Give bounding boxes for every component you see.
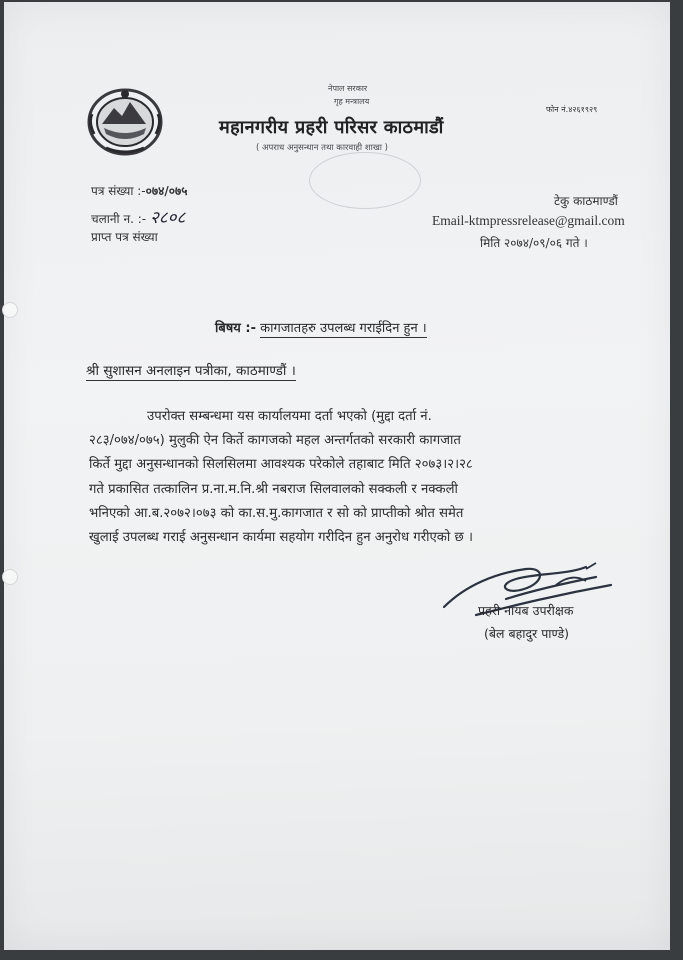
govt-label: नेपाल सरकार bbox=[328, 84, 368, 93]
ministry-label: गृह मन्त्रालय bbox=[334, 97, 370, 106]
received-letter-number-label: प्राप्त पत्र संख्या bbox=[91, 230, 158, 244]
dispatch-handwritten-value: २८०८ bbox=[149, 208, 186, 228]
body-line-3: किर्ते मुद्दा अनुसन्धानको सिलसिलमा आवश्यक परेकोले तहाबाट मिति २०७३।२।२८ bbox=[89, 457, 473, 472]
date: मिति २०७४/०९/०६ गते । bbox=[480, 236, 588, 250]
division-label: ( अपराध अनुसन्धान तथा कारवाही शाखा ) bbox=[256, 143, 388, 153]
letter-page bbox=[4, 2, 670, 950]
subject-line bbox=[215, 318, 427, 336]
nepal-police-emblem-icon bbox=[84, 84, 166, 158]
addressee bbox=[86, 361, 296, 379]
subject-label: बिषय :- bbox=[215, 321, 256, 336]
subject-text: कागजातहरु उपलब्ध गराईदिन हुन । bbox=[260, 321, 427, 336]
punch-hole-top bbox=[2, 302, 18, 318]
office-title: महानगरीय प्रहरी परिसर काठमाडौं bbox=[219, 117, 444, 138]
body-line-5: भनिएको आ.ब.२०७२।०७३ को का.स.मु.कागजात र सो को प्राप्तीको श्रोत समेत bbox=[89, 506, 464, 521]
letter-number-value: ०७४/०७५ bbox=[145, 184, 188, 198]
dispatch-number bbox=[91, 205, 185, 228]
body-line-2: २८३/०७४/०७५) मुलुकी ऐन किर्ते कागजको महल अन्तर्गतको सरकारी कागजात bbox=[89, 433, 461, 448]
faint-stamp bbox=[309, 152, 421, 209]
phone-number: फोन नं.४२६१९२९ bbox=[546, 105, 598, 114]
body-line-1: उपरोक्त सम्बन्धमा यस कार्यालयमा दर्ता भएको (मुद्दा दर्ता नं. bbox=[147, 409, 432, 424]
dispatch-label: चलानी न. :- bbox=[91, 212, 147, 226]
location: टेकु काठमाण्डौं bbox=[554, 194, 618, 208]
body-line-4: गते प्रकासित तत्कालिन प्र.ना.म.नि.श्री नबराज सिलवालको सक्कली र नक्कली bbox=[89, 482, 458, 497]
letter-number bbox=[91, 182, 187, 199]
signatory-role: प्रहरी नायब उपरीक्षक bbox=[478, 603, 574, 618]
addressee-text: श्री सुशासन अनलाइन पत्रीका, काठमाण्डौं । bbox=[86, 363, 296, 379]
signatory-name: (बेल बहादुर पाण्डे) bbox=[484, 626, 570, 641]
body-line-6: खुलाई उपलब्ध गराई अनुसन्धान कार्यमा सहयोग गरीदिन हुन अनुरोध गरीएको छ । bbox=[89, 530, 473, 545]
punch-hole-bottom bbox=[2, 569, 18, 585]
letter-number-label: पत्र संख्या :- bbox=[91, 184, 146, 198]
email: Email-ktmpressrelease@gmail.com bbox=[432, 213, 625, 228]
